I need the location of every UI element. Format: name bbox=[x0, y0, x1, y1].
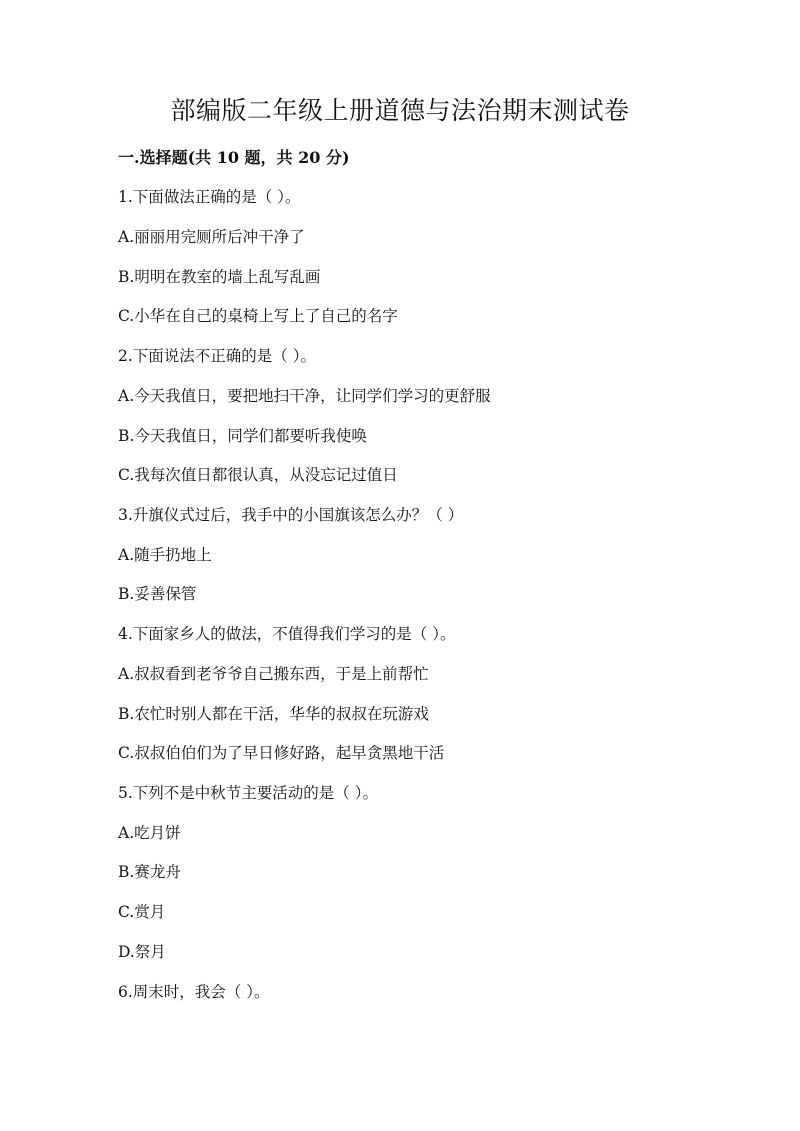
question-option: B.农忙时别人都在干活，华华的叔叔在玩游戏 bbox=[118, 705, 429, 723]
question-stem: 3.升旗仪式过后，我手中的小国旗该怎么办？（ ） bbox=[118, 506, 464, 524]
question-option: A.今天我值日，要把地扫干净，让同学们学习的更舒服 bbox=[118, 387, 491, 405]
question-option: A.丽丽用完厕所后冲干净了 bbox=[118, 228, 305, 246]
document-title: 部编版二年级上册道德与法治期末测试卷 bbox=[170, 96, 630, 125]
question-option: D.祭月 bbox=[118, 943, 166, 961]
question-option: A.吃月饼 bbox=[118, 824, 181, 842]
question-option: B.妥善保管 bbox=[118, 585, 197, 603]
question-option: B.赛龙舟 bbox=[118, 863, 181, 881]
question-option: B.明明在教室的墙上乱写乱画 bbox=[118, 268, 321, 286]
question-option: C.我每次值日都很认真，从没忘记过值日 bbox=[118, 466, 398, 484]
question-option: C.叔叔伯伯们为了早日修好路，起早贪黑地干活 bbox=[118, 744, 445, 762]
question-stem: 4.下面家乡人的做法，不值得我们学习的是（ ）。 bbox=[118, 625, 456, 643]
section-heading: 一.选择题(共 10 题，共 20 分) bbox=[118, 148, 350, 167]
question-option: A.叔叔看到老爷爷自己搬东西，于是上前帮忙 bbox=[118, 665, 429, 683]
question-stem: 6.周末时，我会（ ）。 bbox=[118, 983, 270, 1001]
question-stem: 5.下列不是中秋节主要活动的是（ ）。 bbox=[118, 784, 378, 802]
question-option: A.随手扔地上 bbox=[118, 546, 212, 564]
question-option: C.小华在自己的桌椅上写上了自己的名字 bbox=[118, 307, 398, 325]
question-option: C.赏月 bbox=[118, 903, 166, 921]
question-stem: 1.下面做法正确的是（ ）。 bbox=[118, 188, 301, 206]
question-option: B.今天我值日，同学们都要听我使唤 bbox=[118, 427, 367, 445]
question-stem: 2.下面说法不正确的是（ ）。 bbox=[118, 347, 316, 365]
